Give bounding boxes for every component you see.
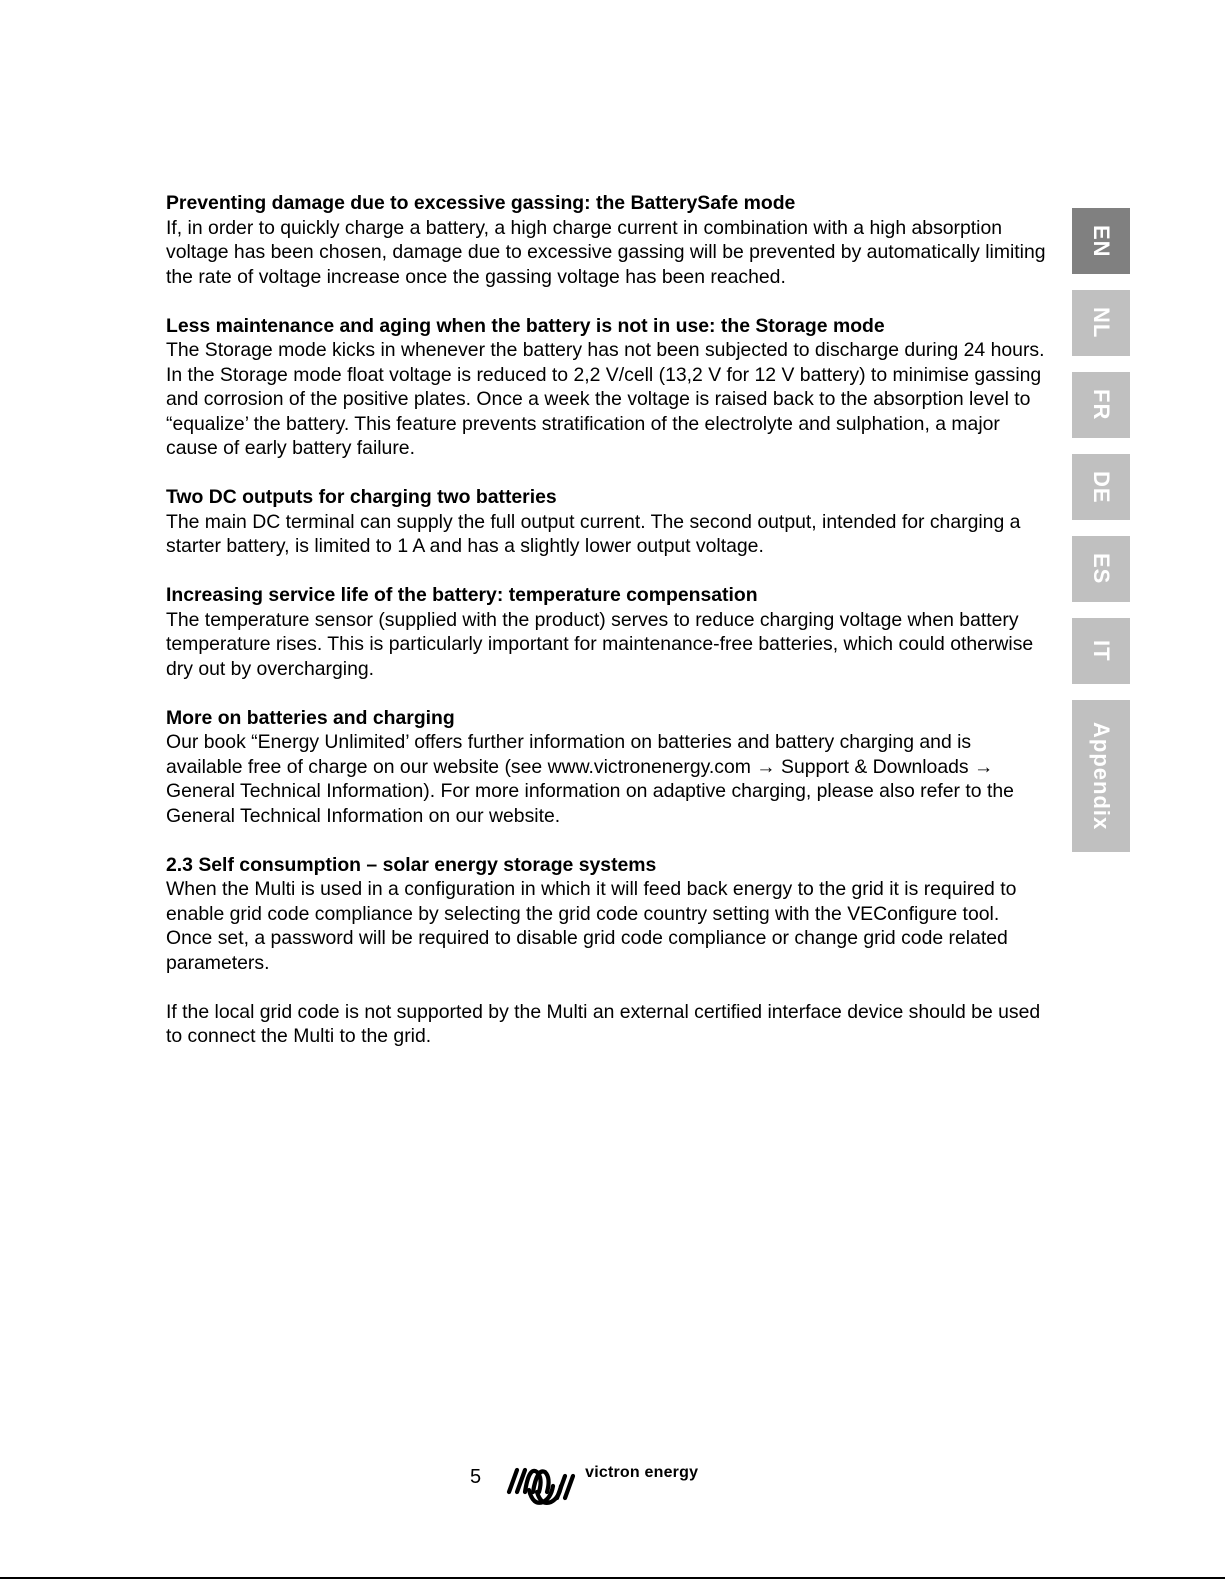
section-heading: 2.3 Self consumption – solar energy storage systems xyxy=(166,853,657,876)
victron-logo xyxy=(503,1462,698,1506)
tab-label: IT xyxy=(1089,640,1114,662)
tab-label: DE xyxy=(1089,470,1114,504)
section-body: The Storage mode kicks in whenever the battery has not been subjected to discharge during 24 hours. In the Storage mode float voltage is reduced to 2,2 V/cell (13,2 V for 12 V battery) to minimise gassing and corrosion of the positive plates. Once a week the voltage is raised back to the absorption level to “equalize’ the battery. This feature prevents stratification of the electrolyte and sulphation, a major cause of early battery failure. xyxy=(166,339,1045,459)
section-heading: Increasing service life of the battery: temperature compensation xyxy=(166,584,758,606)
page-footer xyxy=(470,1462,698,1510)
brand-name: victron energy xyxy=(585,1464,699,1481)
section-body: When the Multi is used in a configuration in which it will feed back energy to the grid it is required to enable grid code compliance by selecting the grid code country setting with the VEConfigure tool. xyxy=(166,878,1017,925)
section-heading: Two DC outputs for charging two batteries xyxy=(166,486,557,508)
tab-de[interactable] xyxy=(1072,454,1130,520)
section-dc-outputs xyxy=(166,485,1046,559)
section-body: The temperature sensor (supplied with the product) serves to reduce charging voltage when battery temperature rises. This is particularly important for maintenance-free batteries, which could otherwise dry out by overcharging. xyxy=(166,608,1034,680)
section-body: If the local grid code is not supported by the Multi an external certified interface device should be used to connect the Multi to the grid. xyxy=(166,1000,1041,1047)
page-number: 5 xyxy=(470,1466,482,1488)
tab-nl[interactable] xyxy=(1072,290,1130,356)
section-heading: More on batteries and charging xyxy=(166,706,455,729)
tab-label: EN xyxy=(1089,224,1114,258)
tab-en[interactable] xyxy=(1072,208,1130,274)
section-heading: Less maintenance and aging when the battery is not in use: the Storage mode xyxy=(166,314,885,337)
section-heading: Preventing damage due to excessive gassing: the BatterySafe mode xyxy=(166,192,796,214)
section-body: Our book “Energy Unlimited’ offers further information on batteries and battery charging and is available free of charge on our website (see www.victronenergy.com → Support & Downloads → General Technical Information). For more information on adaptive charging, please also refer to the General Technical Information on our website. xyxy=(166,731,1014,827)
tab-label: ES xyxy=(1089,553,1114,585)
section-storage-mode xyxy=(166,314,1046,461)
tab-es[interactable] xyxy=(1072,536,1130,602)
section-batterysafe xyxy=(166,191,1046,289)
document-body xyxy=(166,191,1046,1073)
section-grid-code-note xyxy=(166,1000,1046,1049)
tab-fr[interactable] xyxy=(1072,372,1130,438)
section-body: If, in order to quickly charge a battery, a high charge current in combination with a high absorption voltage has been chosen, damage due to excessive gassing will be prevented by automatically limiting the rate of voltage increase once the gassing voltage has been reached. xyxy=(166,216,1046,288)
section-self-consumption xyxy=(166,853,1046,976)
language-tabs xyxy=(1072,208,1130,868)
section-temperature-compensation xyxy=(166,583,1046,681)
victron-coil-icon xyxy=(503,1462,577,1506)
tab-it[interactable] xyxy=(1072,618,1130,684)
section-more-on-batteries xyxy=(166,706,1046,829)
tab-appendix[interactable] xyxy=(1072,700,1130,852)
tab-label: Appendix xyxy=(1089,721,1114,831)
tab-label: NL xyxy=(1089,307,1114,339)
bottom-rule xyxy=(0,1577,1225,1579)
section-body: The main DC terminal can supply the full output current. The second output, intended for charging a starter battery, is limited to 1 A and has a slightly lower output voltage. xyxy=(166,510,1021,557)
tab-label: FR xyxy=(1089,389,1114,421)
section-body-continued: Once set, a password will be required to disable grid code compliance or change grid code related parameters. xyxy=(166,927,1008,974)
